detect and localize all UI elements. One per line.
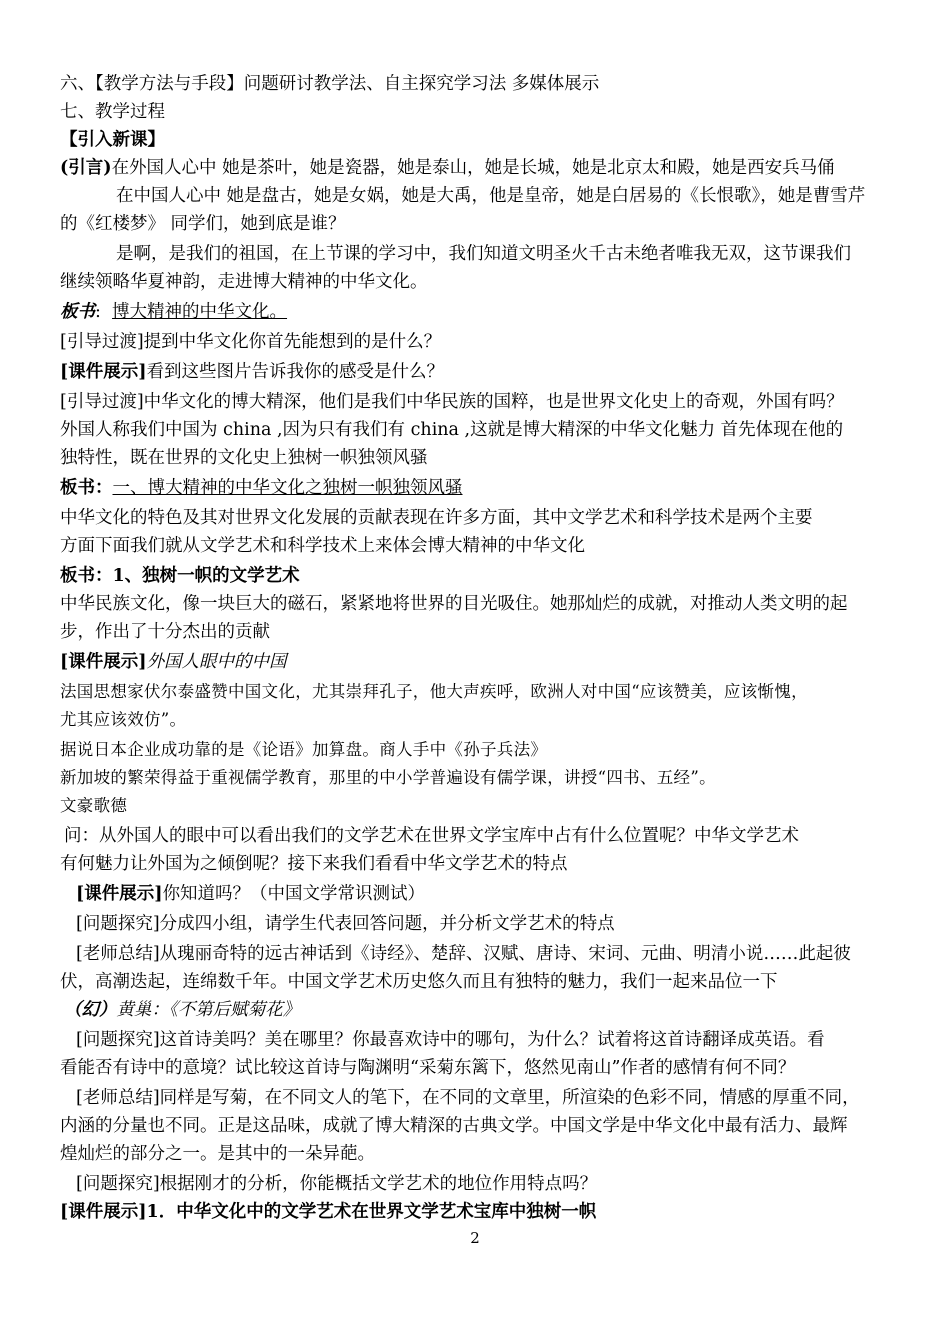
paragraph-line: 独特性，既在世界的文化史上独树一帜独领风骚 [60, 448, 428, 468]
paragraph-line: 中华文化的特色及其对世界文化发展的贡献表现在许多方面，其中文学艺术和科学技术是两个主要 [60, 508, 813, 528]
preface-text: 在外国人心中 她是茶叶，她是瓷器，她是泰山，她是长城，她是北京太和殿，她是西安兵马俑 [111, 158, 835, 178]
blackboard-subsection-line: 板书：1、独树一帜的文学艺术 [60, 566, 300, 586]
paragraph-line: 继续领略华夏神韵，走进博大精神的中华文化。 [60, 272, 428, 292]
courseware-text: 外国人眼中的中国 [146, 652, 287, 672]
summary-label: [老师总结] [76, 1088, 160, 1108]
teaching-process-heading: 七、教学过程 [60, 102, 165, 122]
blackboard-title-line [60, 298, 900, 326]
transition-text: 提到中华文化你首先能想到的是什么？ [143, 332, 442, 352]
paragraph-line: 中华民族文化，像一块巨大的磁石，紧紧地将世界的目光吸住。她那灿烂的成就，对推动人类文明的起 [60, 594, 848, 614]
courseware-label: [课件展示] [76, 884, 163, 904]
summary-label: [老师总结] [76, 944, 160, 964]
paragraph-line: 伏，高潮迭起，连绵数千年。中国文学艺术历史悠久而且有独特的魅力，我们一起来品位一下 [60, 972, 778, 992]
blackboard-label: 板书 [60, 302, 95, 322]
transition-text: 中华文化的博大精深，他们是我们中华民族的国粹，也是世界文化史上的奇观，外国有吗？ [143, 392, 844, 412]
inquiry-label: [问题探究] [76, 914, 160, 934]
paragraph-line: 步，作出了十分杰出的贡献 [60, 622, 270, 642]
inquiry-line [76, 1026, 916, 1054]
quote-line: 据说日本企业成功靠的是《论语》加算盘。商人手中《孙子兵法》 [60, 740, 548, 759]
page-number: 2 [470, 1229, 480, 1247]
quote-line: 尤其应该效仿”。 [60, 710, 187, 729]
paragraph-line: 方面下面我们就从文学艺术和科学技术上来体会博大精神的中华文化 [60, 536, 585, 556]
slide-poem-line [64, 996, 904, 1024]
slide-label: （幻） [64, 1000, 117, 1020]
transition-line [60, 388, 900, 416]
summary-text: 同样是写菊，在不同文人的笔下，在不同的文章里，所渲染的色彩不同，情感的厚重不同， [159, 1088, 860, 1108]
paragraph-line: 外国人称我们中国为 china ,因为只有我们有 china ,这就是博大精深的中华文化魅力 首先体现在他的 [60, 420, 844, 440]
teaching-methods-line: 六、【教学方法与手段】问题研讨教学法、自主探究学习法 多媒体展示 [60, 74, 600, 94]
courseware-label: [课件展示] [60, 362, 147, 382]
teacher-summary-line [76, 940, 916, 968]
transition-line [60, 328, 900, 356]
inquiry-text: 分成四小组，请学生代表回答问题，并分析文学艺术的特点 [159, 914, 615, 934]
blackboard-label: 板书： [60, 478, 113, 498]
blackboard-title: 博大精神的中华文化。 [112, 302, 288, 322]
inquiry-line [76, 1170, 916, 1198]
courseware-text: 你知道吗？（中国文学常识测试） [162, 884, 426, 904]
preface-label: (引言) [60, 158, 112, 178]
inquiry-label: [问题探究] [76, 1030, 160, 1050]
paragraph-line: 煌灿烂的部分之一。是其中的一朵异葩。 [60, 1144, 375, 1164]
inquiry-text: 这首诗美吗？美在哪里？你最喜欢诗中的哪句，为什么？试着将这首诗翻译成英语。看 [159, 1030, 825, 1050]
paragraph-line: 是啊，是我们的祖国，在上节课的学习中，我们知道文明圣火千古未绝者唯我无双，这节课我们 [116, 244, 851, 264]
courseware-line [60, 358, 900, 386]
blackboard-section-line [60, 474, 900, 502]
inquiry-text: 根据刚才的分析，你能概括文学艺术的地位作用特点吗？ [159, 1174, 598, 1194]
intro-section-heading: 【引入新课】 [60, 130, 165, 150]
courseware-line [60, 648, 900, 676]
courseware-line [76, 880, 916, 908]
inquiry-line [76, 910, 916, 938]
paragraph-line: 的《红楼梦》 同学们，她到底是谁？ [60, 214, 346, 234]
blackboard-colon: : [95, 302, 101, 322]
courseware-conclusion-line: [课件展示]1．中华文化中的文学艺术在世界文学艺术宝库中独树一帜 [60, 1202, 597, 1222]
quote-line: 新加坡的繁荣得益于重视儒学教育，那里的中小学普遍设有儒学课，讲授“四书、五经”。 [60, 768, 716, 787]
transition-label: [引导过渡] [60, 392, 144, 412]
quote-line: 文豪歌德 [60, 796, 128, 815]
paragraph-line: 有何魅力让外国为之倾倒呢？接下来我们看看中华文学艺术的特点 [60, 854, 568, 874]
courseware-text: 看到这些图片告诉我你的感受是什么？ [146, 362, 445, 382]
courseware-label: [课件展示] [60, 652, 147, 672]
question-line: 问：从外国人的眼中可以看出我们的文学艺术在世界文学宝库中占有什么位置呢？中华文学艺术 [64, 826, 799, 846]
poem-title: 黄巢：《不第后赋菊花》 [116, 1000, 301, 1020]
paragraph-line: 看能否有诗中的意境？试比较这首诗与陶渊明“采菊东篱下，悠然见南山”作者的感情有何不同？ [60, 1058, 796, 1078]
paragraph-line: 在中国人心中 她是盘古，她是女娲，她是大禹，他是皇帝，她是白居易的《长恨歌》，她是曹雪芹 [116, 186, 866, 206]
preface-line [60, 154, 900, 182]
inquiry-label: [问题探究] [76, 1174, 160, 1194]
blackboard-section-title: 一、博大精神的中华文化之独树一帜独领风骚 [112, 478, 463, 498]
summary-text: 从瑰丽奇特的远古神话到《诗经》、楚辞、汉赋、唐诗、宋词、元曲、明清小说……此起彼 [159, 944, 851, 964]
paragraph-line: 内涵的分量也不同。正是这品味，成就了博大精深的古典文学。中国文学是中华文化中最有活力、最辉 [60, 1116, 848, 1136]
quote-line: 法国思想家伏尔泰盛赞中国文化，尤其崇拜孔子，他大声疾呼，欧洲人对中国“应该赞美，应该惭愧， [60, 682, 808, 701]
teacher-summary-line [76, 1084, 916, 1112]
transition-label: [引导过渡] [60, 332, 144, 352]
